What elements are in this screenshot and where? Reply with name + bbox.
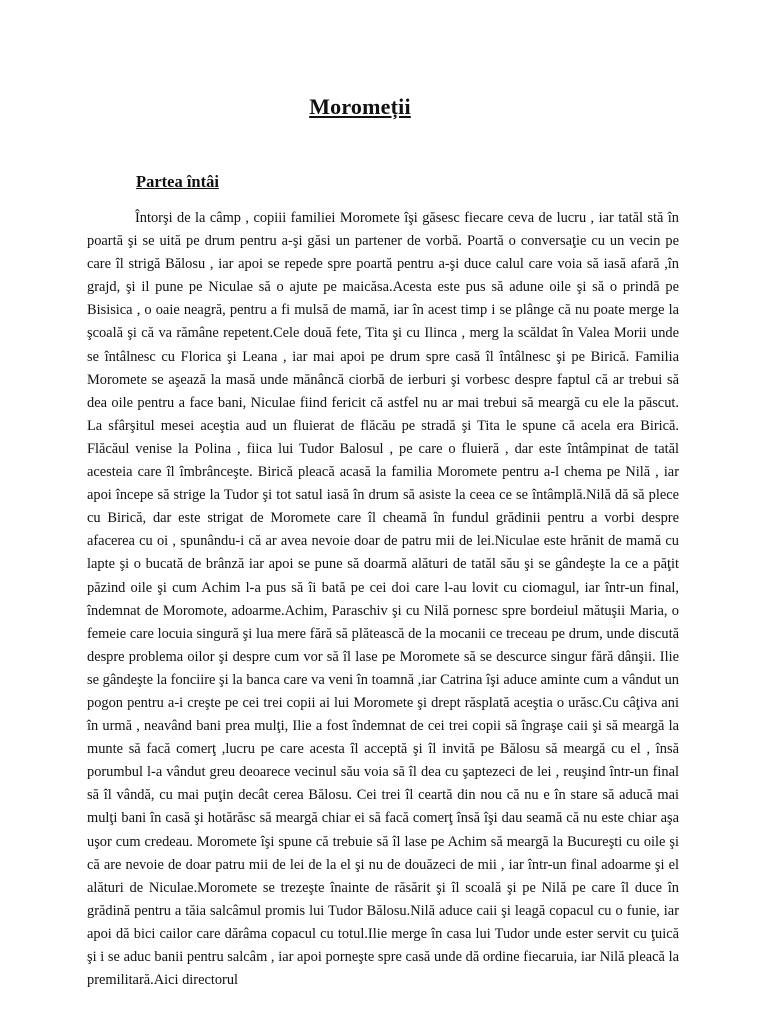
body-paragraph: Întorşi de la câmp , copiii familiei Moromete îşi găsesc fiecare ceva de lucru , iar tatăl stă în poartă şi se uită pe drum pentru a-şi găsi un partener de vorbă. Poartă o conversaţie cu un vecin pe care îl strigă Bălosu , iar apoi se repede spre poartă pentru a-şi duce calul care voia să iasă afară ,în grajd, şi il pune pe Niculae să o ajute pe maicăsa.Acesta este pus să adune oile şi să o prindă pe Bisisica , o oaie neagră, pentru a fi mulsă de mamă, iar în acest timp i se plânge că nu poate merge la şcoală şi că va rămâne repetent.Cele două fete, Tita şi cu Ilinca , merg la scăldat în Valea Morii unde se întâlnesc cu Florica şi Leana , iar mai apoi pe drum spre casă îl întâlnesc şi pe Birică. Familia Moromete se aşează la masă unde mănâncă ciorbă de ierburi şi vorbesc despre faptul că ar trebui să dea oile pentru a face bani, Niculae fiind fericit că astfel nu ar mai trebui să meargă cu ele la păscut. La sfârşitul mesei aceştia aud un fluierat de flăcău pe stradă şi Tita le spune că acela era Birică. Flăcăul venise la Polina , fiica lui Tudor Balosul , pe care o fluieră , dar este întâmpinat de tatăl acesteia care îl îmbrânceşte. Birică pleacă acasă la familia Moromete pentru a-l chema pe Nilă , iar apoi începe să strige la Tudor şi tot satul iasă în drum să asiste la ceea ce se întâmplă.Nilă dă să plece cu Birică, dar este strigat de Moromete care îl cheamă în fundul grădinii pentru a vorbi despre afacerea cu oi , spunându-i că ar avea nevoie doar de patru mii de lei.Niculae este hrănit de mamă cu lapte şi o bucată de brânză iar apoi se pune să doarmă alături de tatăl său şi se gândeşte la ce a păţit păzind oile şi cum Achim l-a pus să îi bată pe cei doi care l-au lovit cu ciomagul, iar într-un final, îndemnat de Moromote, adoarme.Achim, Paraschiv şi cu Nilă pornesc spre bordeiul mătuşii Maria, o femeie care locuia singură şi lua mere fără să plătească de la mocanii ce treceau pe drum, unde discută despre problema oilor şi despre cum vor să îl lase pe Moromete să se descurce singur fără dânşii. Ilie se gândeşte la fonciire şi la banca care va veni în toamnă ,iar Catrina îşi aduce aminte cum a vândut un pogon pentru a-i creşte pe cei trei copii ai lui Moromete şi drept răsplată aceştia o urăsc.Cu câţiva ani în urmă , neavând bani prea mulţi, Ilie a fost îndemnat de cei trei copii să îngraşe caii şi să meargă la munte să facă comerţ ,lucru pe care acesta îl acceptă şi îl invită pe Bălosu să meargă cu el , însă porumbul l-a vândut greu deoarece vecinul său voia să îl dea cu şaptezeci de lei , reuşind într-un final să îl vândă, cu mai puţin decât cerea Bălosu. Cei trei îl ceartă din nou că nu e în stare să aducă mai mulţi bani în casă şi hotărăsc să meargă chiar ei să facă comerţ însă îşi dau seamă că nu este chiar aşa uşor cum credeau. Moromete îşi spune că trebuie să îl lase pe Achim să meargă la Bucureşti cu oile şi că are nevoie de doar patru mii de lei de la el şi nu de douăzeci de mii , iar într-un final adoarme şi el alături de Niculae.Moromete se trezeşte înainte de răsărit şi îl scoală şi pe Nilă pe care îl duce în grădină pentru a tăia salcâmul promis lui Tudor Bălosu.Nilă aduce caii şi leagă copacul cu o funie, iar apoi dă bici cailor care dărâma copacul cu totul.Ilie merge în casa lui Tudor unde ester servit cu ţuică şi i se aduc banii pentru salcâm , iar apoi porneşte spre casă unde dă ordine fiecaruia, iar Nilă pleacă la premilitară.Aici directorul <box>87 210 679 989</box>
document-title: Moromeții <box>309 94 411 119</box>
section-heading: Partea întâi <box>136 172 219 191</box>
